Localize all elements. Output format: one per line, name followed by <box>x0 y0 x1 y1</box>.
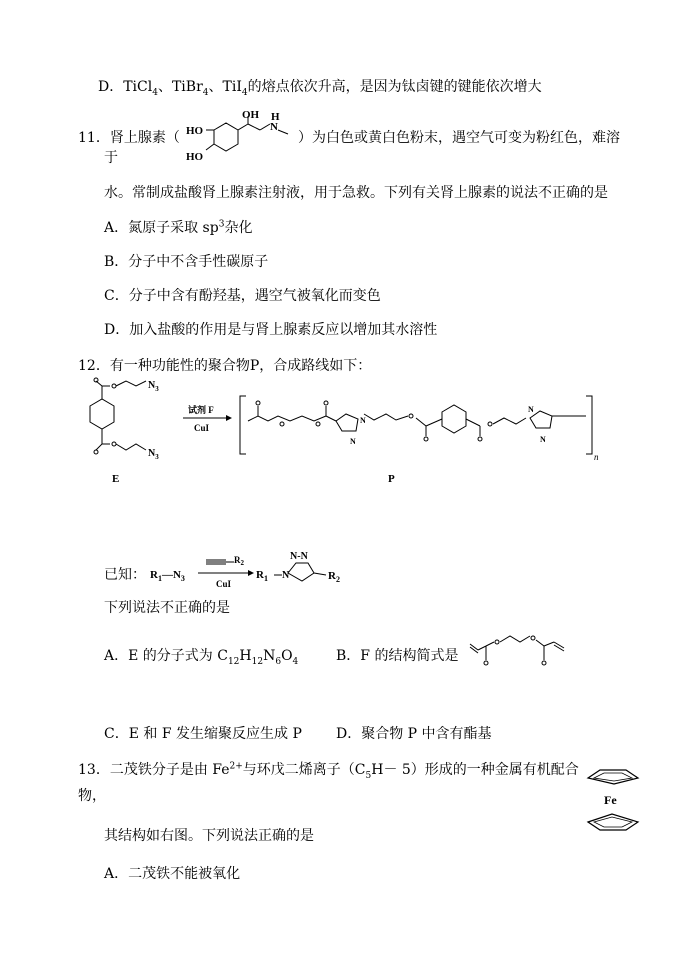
q11-stem-start: 11．肾上腺素（ <box>78 130 180 146</box>
product-r1: $R_1$ <box>256 569 268 583</box>
product-r2: $R_2$ <box>328 570 340 584</box>
q13-option-a: A．二茂铁不能被氧化 <box>104 866 241 882</box>
q11-option-a: A．氮原子采取 $sp^3$杂化 <box>104 219 253 236</box>
n-label: N <box>270 121 278 133</box>
n-subscript: n <box>594 452 599 462</box>
q11-stem-line2: 水。常制成盐酸肾上腺素注射液，用于急救。下列有关肾上腺素的说法不正确的是 <box>104 185 608 201</box>
q13-stem-wrap: 物， <box>78 788 106 804</box>
known-cui: CuI <box>216 579 232 589</box>
q12-option-d: D．聚合物 P 中含有酯基 <box>336 726 492 742</box>
e-n3-bottom: $N_3$ <box>148 448 159 461</box>
synthesis-scheme <box>78 376 608 486</box>
triazole2-n-a: N <box>528 405 534 414</box>
reagent-f: 试剂 F <box>188 405 214 415</box>
triazole-n-a: N <box>350 437 356 446</box>
e-n3-top: $N_3$ <box>148 380 159 393</box>
known-prefix: 已知： <box>104 567 146 583</box>
prev-option-d: D．TiCl$_4$、TiBr$_4$、TiI$_4$的熔点依次升高，是因为钛卤键的键能依次增大 <box>98 79 542 98</box>
q12-option-c: C．E 和 F 发生缩聚反应生成 P <box>104 726 302 742</box>
alkyne-r2: $R_2$ <box>234 555 244 567</box>
ho-label-2: HO <box>186 151 204 163</box>
ho-label-1: HO <box>186 125 204 137</box>
q13-stem-line2: 其结构如右图。下列说法正确的是 <box>104 828 314 844</box>
h-label: H <box>271 111 280 123</box>
q11-stem-cont: ）为白色或黄白色粉末，遇空气可变为粉红色，难溶 <box>298 130 620 146</box>
q11-option-b: B．分子中不含手性碳原子 <box>104 254 269 270</box>
oh-label: OH <box>242 109 260 121</box>
prod-n1: N <box>282 570 290 581</box>
label-p: P <box>388 473 395 485</box>
f-structure <box>466 630 576 675</box>
triazole-n-b: N <box>360 416 366 425</box>
triazole2-n-b: N <box>540 435 546 444</box>
known-reaction <box>150 545 370 595</box>
q12-option-b: B．F 的结构简式是 <box>336 648 459 664</box>
q12-prompt: 下列说法不正确的是 <box>104 600 230 616</box>
fe-label: Fe <box>604 793 617 807</box>
epinephrine-structure <box>176 109 306 167</box>
q12-option-a: A．E 的分子式为 $C_{12}H_{12}N_6O_4$ <box>104 648 299 667</box>
q11-stem-wrap: 于 <box>104 150 118 166</box>
reagent-cui: CuI <box>194 423 210 433</box>
ferrocene-structure <box>578 758 648 838</box>
r1-n3: $R_1—N_3$ <box>150 569 185 583</box>
q11-option-d: D．加入盐酸的作用是与肾上腺素反应以增加其水溶性 <box>104 322 438 338</box>
q11-option-c: C．分子中含有酚羟基，遇空气被氧化而变色 <box>104 288 381 304</box>
prod-n2: N-N <box>290 551 308 562</box>
label-e: E <box>112 473 120 485</box>
q12-stem: 12．有一种功能性的聚合物P，合成路线如下： <box>78 358 372 374</box>
q13-stem: 13．二茂铁分子是由 $Fe^{2+}$与环戊二烯离子$(C_5H- 5)$形成的一种金属有机配合 <box>78 761 579 781</box>
